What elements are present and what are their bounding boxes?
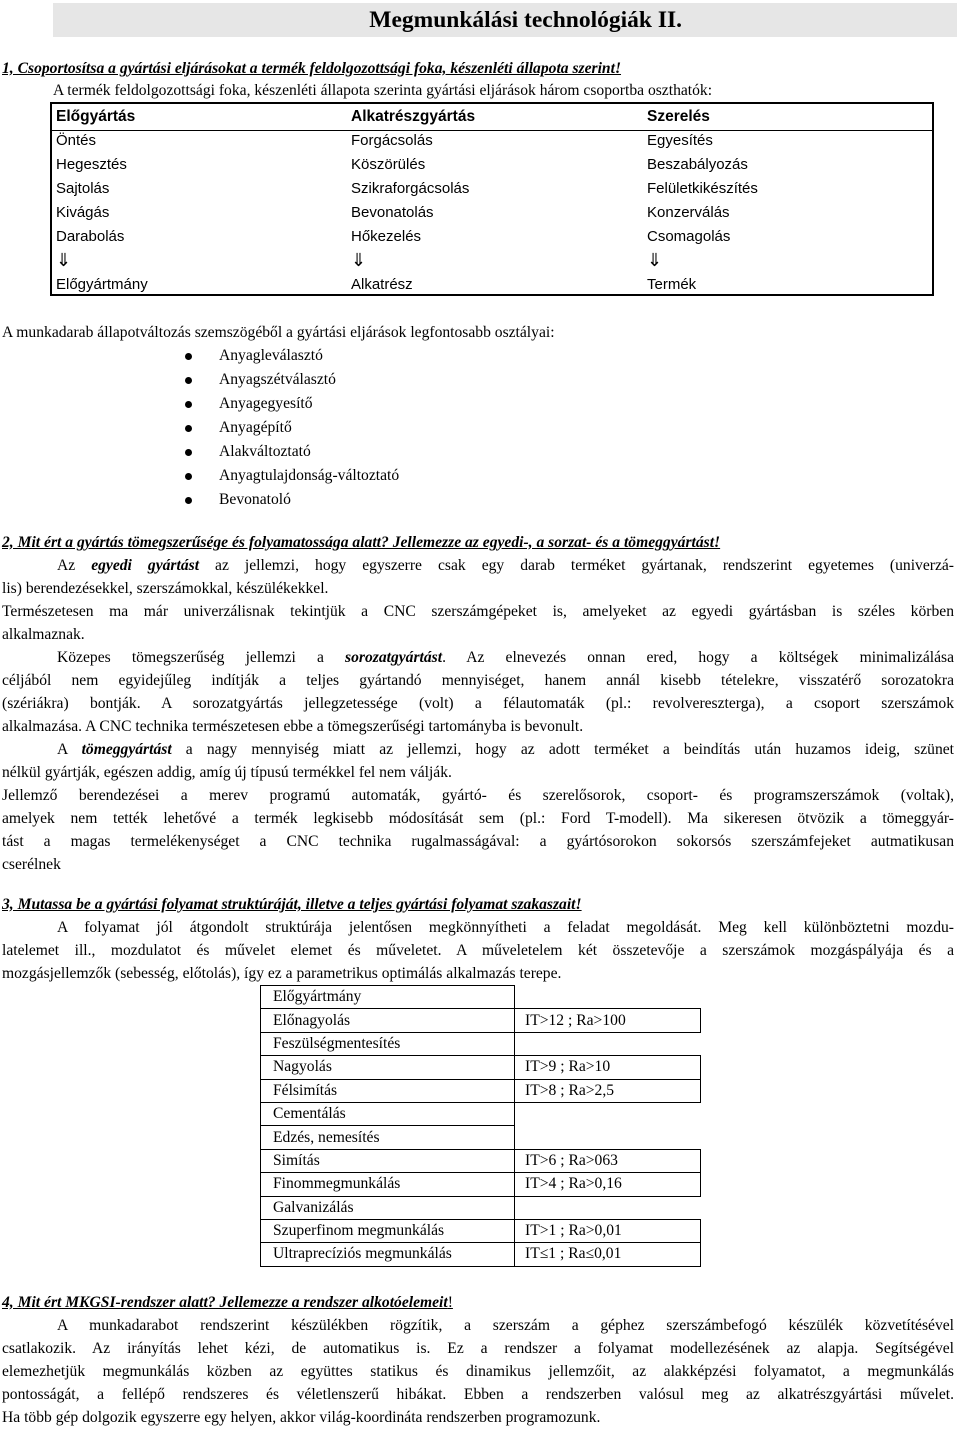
- q2-paragraph-4-cont: nélkül gyártják, egészen addig, amíg új típusú termékkel fel nem válják.: [2, 764, 452, 781]
- arrow-row: [52, 249, 932, 273]
- q2-paragraph-3-l3: (szériákra) bontják. A sorozatgyártás jellegzetessége (volt) a félautomaták (pl.: revolvereszterga), a csoport szerszámok: [2, 695, 954, 712]
- q4-paragraph-l4: pontosságát, a fellépő rendszeres és véletlenszerű hibákat. Ebben a rendszerben valósul meg az alkatrészgyártási művelet.: [2, 1386, 954, 1403]
- text: A: [57, 741, 82, 758]
- cell: Hőkezelés: [351, 228, 422, 245]
- stage-tolerance: [515, 1126, 701, 1149]
- cell: Csomagolás: [647, 228, 731, 245]
- cell: Köszörülés: [351, 156, 426, 173]
- q2-paragraph-3-l2: céljából nem egyidejűleg indítják a teljes gyártandó mennyiséget, hanem annál kisebb tételekre, visszatérő sorozatokra: [2, 672, 954, 689]
- cell: Beszabályozás: [647, 156, 748, 173]
- q4-paragraph-l2: csatlakozik. Az irányítás lehet kézi, de automatikus is. Ez a rendszer a folyamat modellezésének az alapja. Segítségével: [2, 1340, 954, 1357]
- table-row: [261, 1032, 701, 1055]
- q2-paragraph-3-l4: alkalmazása. A CNC technika természetesen ebbe a tömegszerűségi tartományba is bevonult.: [2, 718, 584, 735]
- heading-text: 4, Mit ért MKGSI-rendszer alatt? Jellemezze a rendszer alkotóelemeit: [2, 1294, 448, 1311]
- q2-paragraph-3: [2, 647, 954, 669]
- text: . Az elnevezés onnan ered, hogy a költségek minimalizálása: [442, 649, 954, 666]
- stage-tolerance: IT>8 ; Ra>2,5: [515, 1079, 701, 1102]
- cell: Forgácsolás: [351, 132, 433, 149]
- table-row: [261, 1009, 701, 1032]
- q2-paragraph-5-l3: tást a magas termelékenységet a CNC technika rugalmasságával: a gyártósorokon sokorsós szerszámfejeket autmatikusan: [2, 833, 954, 850]
- q4-paragraph: A munkadarabot rendszerint készülékben rögzítik, a szerszám a géphez szerszámbefogó készülék közvetítésével: [57, 1317, 954, 1334]
- q2-paragraph-1: [2, 555, 954, 577]
- q2-paragraph-5-l2: amelyek nem tették lehetővé a termék legkisebb módosítását sem (pl.: Ford T-modell). Ma sikeresen ötvözik a tömeggyár-: [2, 810, 954, 827]
- cell: Öntés: [56, 132, 97, 149]
- question-4-heading: [2, 1294, 453, 1312]
- emphasis: egyedi gyártást: [91, 557, 200, 574]
- table-row: [52, 153, 932, 177]
- table-row: [261, 1173, 701, 1196]
- cell: Sajtolás: [56, 180, 110, 197]
- list-item: Anyagegyesítő: [185, 392, 399, 416]
- text: Közepes tömegszerűség jellemzi a: [57, 649, 346, 666]
- stage-tolerance: IT>9 ; Ra>10: [515, 1056, 701, 1079]
- stage-name: Galvanizálás: [261, 1196, 515, 1219]
- q2-paragraph-4: [2, 739, 954, 761]
- stage-tolerance: IT≤1 ; Ra≤0,01: [515, 1243, 701, 1266]
- table-row: [261, 1079, 701, 1102]
- table-row: [261, 1056, 701, 1079]
- q2-paragraph-5-l4: cserélnek: [2, 856, 61, 873]
- list-item: Anyagszétválasztó: [185, 368, 399, 392]
- q2-paragraph-2-cont: alkalmaznak.: [2, 626, 85, 643]
- cell: Konzerválás: [647, 204, 730, 221]
- list-item: Bevonatoló: [185, 488, 399, 512]
- stage-name: Ultraprecíziós megmunkálás: [261, 1243, 515, 1266]
- result-product: Termék: [647, 276, 697, 293]
- question-3-heading: 3, Mutassa be a gyártási folyamat struktúráját, illetve a teljes gyártási folyamat szakaszait!: [2, 896, 582, 913]
- question-1-heading: 1, Csoportosítsa a gyártási eljárásokat a termék feldolgozottsági foka, készenléti állapota szerint!: [2, 60, 622, 77]
- header-part-manufacturing: Alkatrészgyártás: [351, 108, 476, 125]
- q2-paragraph-1-cont: lis) berendezésekkel, szerszámokkal, készülékekkel.: [2, 580, 329, 597]
- stage-tolerance: IT>4 ; Ra>0,16: [515, 1173, 701, 1196]
- table-row: [52, 129, 932, 153]
- cell: Kivágás: [56, 204, 110, 221]
- table-row: [261, 1126, 701, 1149]
- list-item: Anyagépítő: [185, 416, 399, 440]
- stage-tolerance: [515, 1032, 701, 1055]
- title-bar: [53, 3, 957, 37]
- stage-tolerance: IT>1 ; Ra>0,01: [515, 1219, 701, 1242]
- cell: Bevonatolás: [351, 204, 434, 221]
- stage-tolerance: [515, 1102, 701, 1125]
- stage-name: Cementálás: [261, 1102, 515, 1125]
- cell: Darabolás: [56, 228, 125, 245]
- stage-tolerance: [515, 1196, 701, 1219]
- stage-name: Előgyártmány: [261, 986, 515, 1009]
- q4-paragraph-l3: elemezhetjük megmunkálás közben az együttes statikus és dinamikus jellemzőit, az alakképzési folyamatot, a megmunkálás: [2, 1363, 954, 1380]
- down-arrow-icon: ⇓: [351, 250, 367, 271]
- stage-tolerance: IT>12 ; Ra>100: [515, 1009, 701, 1032]
- table-row: [261, 1243, 701, 1266]
- header-pre-manufacturing: Előgyártás: [56, 108, 136, 125]
- cell: Hegesztés: [56, 156, 127, 173]
- text: Az: [57, 557, 92, 574]
- q2-paragraph-2: Természetesen ma már univerzálisnak tekintjük a CNC szerszámgépeket is, amelyeket az egyedi gyártásban is széles körben: [2, 603, 954, 620]
- emphasis: sorozatgyártást: [345, 649, 443, 666]
- table-row: [52, 177, 932, 201]
- cell: Egyesítés: [647, 132, 713, 149]
- process-stages-table: [260, 985, 701, 1267]
- table-row: [261, 1102, 701, 1125]
- stage-tolerance: [515, 986, 701, 1009]
- stage-name: Simítás: [261, 1149, 515, 1172]
- down-arrow-icon: ⇓: [647, 250, 663, 271]
- table-header-row: [52, 105, 932, 129]
- list-item: Anyagtulajdonság-változtató: [185, 464, 399, 488]
- q4-paragraph-l5: Ha több gép dolgozik egyszerre egy helyen, akkor világ-koordináta rendszerben programozunk.: [2, 1409, 601, 1426]
- q3-paragraph-l3: mozgásjellemzők (sebesség, előtolás), így ez a parametrikus optimálás alkalmazás terepe.: [2, 965, 562, 982]
- q2-paragraph-5: Jellemző berendezései a merev programú automaták, gyártó- és szerelősorok, csoport- és programszerszámok (voltak),: [2, 787, 954, 804]
- cell: Szikraforgácsolás: [351, 180, 470, 197]
- table-row: [261, 1149, 701, 1172]
- table-row: [261, 1219, 701, 1242]
- stage-name: Félsimítás: [261, 1079, 515, 1102]
- result-pre-product: Előgyártmány: [56, 276, 148, 293]
- header-assembly: Szerelés: [647, 108, 710, 125]
- heading-tail: !: [447, 1294, 453, 1311]
- stage-name: Edzés, nemesítés: [261, 1126, 515, 1149]
- cell: Felületkikészítés: [647, 180, 758, 197]
- result-row: [52, 273, 932, 297]
- page-title: Megmunkálási technológiák II.: [369, 7, 682, 33]
- q3-paragraph: A folyamat jól átgondolt struktúrája jelentősen megkönnyítheti a feladat megoldását. Meg kell különböztetni mozdu-: [57, 919, 954, 936]
- table-row: [261, 986, 701, 1009]
- down-arrow-icon: ⇓: [56, 250, 72, 271]
- process-groups-table: [50, 102, 934, 296]
- stage-name: Szuperfinom megmunkálás: [261, 1219, 515, 1242]
- text: a nagy mennyiség miatt az jellemzi, hogy az adott terméket a beindítás után huzamos ideig, szünet: [171, 741, 954, 758]
- classes-list: [185, 344, 399, 512]
- stage-name: Feszülségmentesítés: [261, 1032, 515, 1055]
- result-part: Alkatrész: [351, 276, 413, 293]
- stage-name: Előnagyolás: [261, 1009, 515, 1032]
- table-row: [261, 1196, 701, 1219]
- emphasis: tömeggyártást: [81, 741, 172, 758]
- classes-intro: A munkadarab állapotváltozás szemszögéből a gyártási eljárások legfontosabb osztályai:: [2, 324, 555, 341]
- stage-name: Nagyolás: [261, 1056, 515, 1079]
- text: az jellemzi, hogy egyszerre csak egy darab terméket gyártanak, rendszerint egyetemes (univerzá-: [199, 557, 954, 574]
- table-row: [52, 201, 932, 225]
- q1-intro: A termék feldolgozottsági foka, készenléti állapota szerinta gyártási eljárások három csoportba oszthatók:: [53, 82, 713, 99]
- question-2-heading: 2, Mit ért a gyártás tömegszerűsége és folyamatossága alatt? Jellemezze az egyedi-, a sorzat- és a tömeggyártást!: [2, 534, 721, 551]
- stage-tolerance: IT>6 ; Ra>063: [515, 1149, 701, 1172]
- stage-name: Finommegmunkálás: [261, 1173, 515, 1196]
- list-item: Anyagleválasztó: [185, 344, 399, 368]
- list-item: Alakváltoztató: [185, 440, 399, 464]
- q3-paragraph-l2: latelemet ill., mozdulatot és művelet elemet és műveletet. A műveletelem két összetevője a szerszámok mozgáspályája és a: [2, 942, 954, 959]
- table-row: [52, 225, 932, 249]
